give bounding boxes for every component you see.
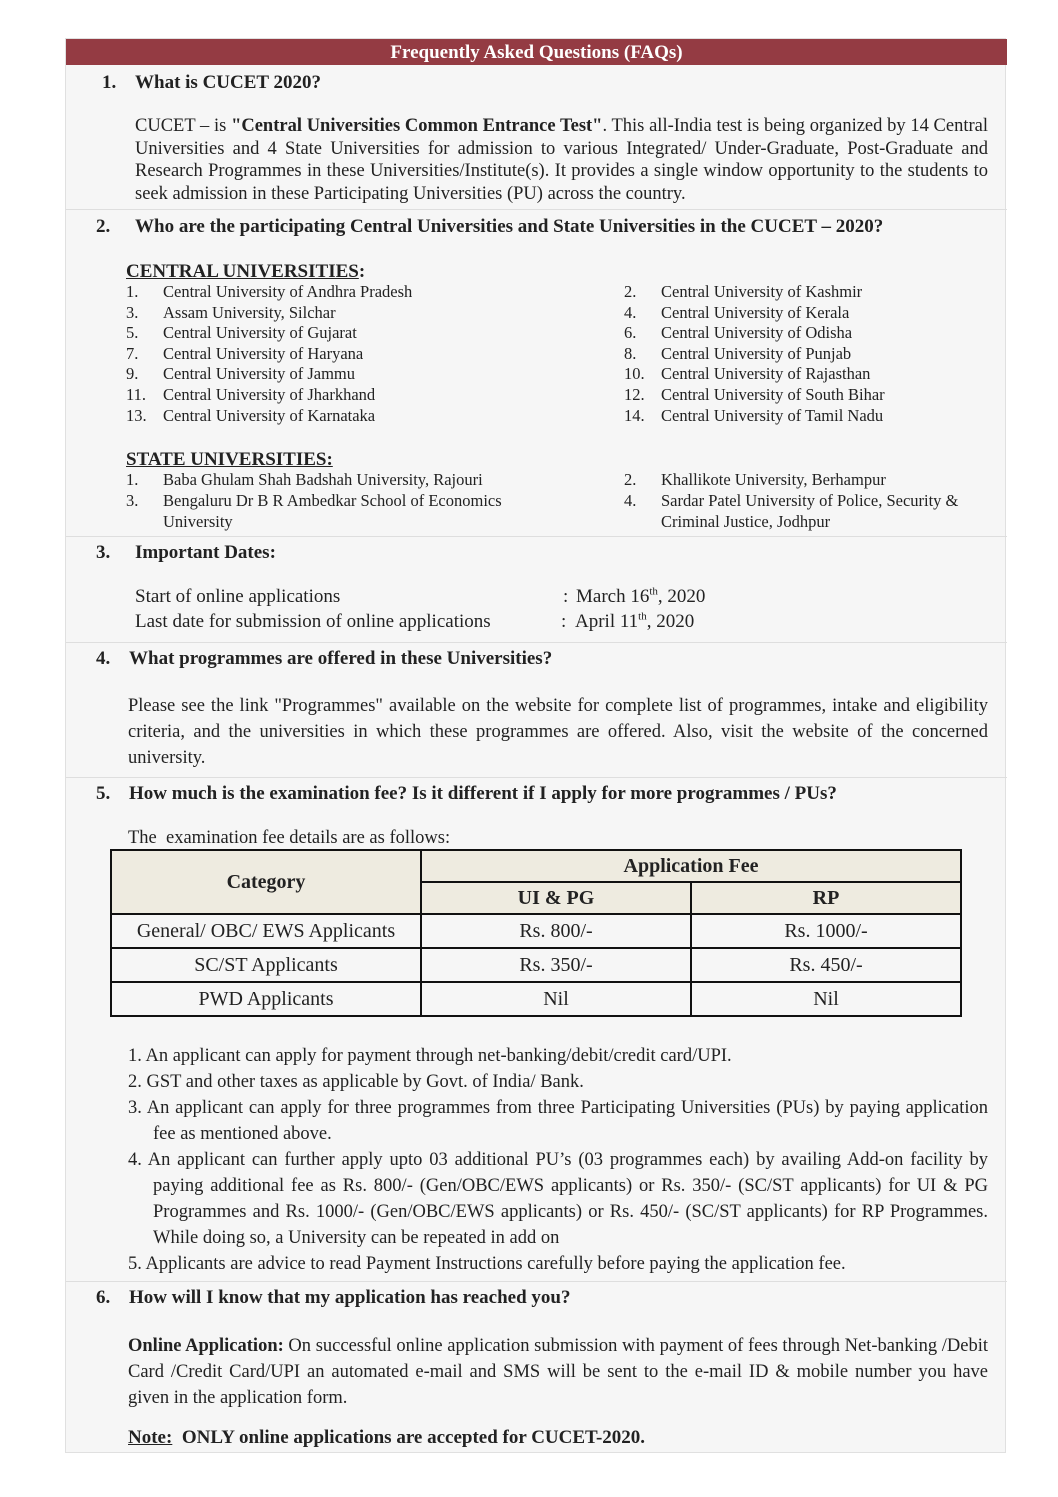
fee-intro: The examination fee details are as follows: [128,828,451,848]
cell-rp: Rs. 1000/- [691,914,961,948]
state-university-item [624,491,986,532]
note-text: ONLY online applications are accepted for CUCET-2020. [181,1427,646,1448]
divider [66,777,1007,778]
answer-1 [135,115,988,205]
date-row [135,611,694,633]
faq-banner: Frequently Asked Questions (FAQs) [66,39,1007,65]
item-name: Central University of Gujarat [163,323,357,343]
divider [66,1281,1007,1282]
note-item: 1. An applicant can apply for payment through net-banking/debit/credit card/UPI. [128,1046,732,1066]
item-number: 8. [624,343,637,363]
item-name: Central University of Kerala [661,302,850,322]
note-item: 4. An applicant can further apply upto 03 additional PU’s (03 programmes each) by availing Add-on facility by paying additional fee as Rs. 800/- (Gen/OBC/EWS applicants) or Rs. 350/- (SC/ST applicants) for UI & PG Programmes and Rs. 1000/- (Gen/OBC/EWS applicants) or Rs. 450/- (SC/ST applicants) for RP Programmes. While doing so, a University can be repeated in add on [128,1150,988,1248]
note-label: Note: [128,1427,173,1448]
answer-4: Please see the link "Programmes" available on the website for complete list of programmes, intake and eligibility criteria, and the universities in which these programmes are offered. Also, visit the website of the concerned university. [128,696,988,768]
divider [66,536,1007,537]
date-year: , 2020 [657,586,706,608]
state-university-item [624,470,886,491]
central-university-item [624,364,870,385]
item-number: 4. [624,302,637,322]
question-text: Important Dates: [135,542,276,563]
item-number: 14. [624,405,645,425]
question-4 [96,648,552,670]
item-number: 1. [126,470,139,489]
item-number: 10. [624,364,645,384]
question-number: 1. [102,72,117,93]
date-separator: : [563,586,569,608]
central-university-item [624,385,885,406]
note-item: 2. GST and other taxes as applicable by Govt. of India/ Bank. [128,1072,584,1092]
heading-text: CENTRAL UNIVERSITIES [126,261,359,282]
item-number: 3. [126,491,139,510]
item-name: Assam University, Silchar [163,302,336,322]
cell-category: PWD Applicants [111,982,421,1016]
central-university-item [126,344,363,365]
central-university-item [624,406,883,427]
divider [66,642,1007,643]
question-text: How will I know that my application has reached you? [129,1287,571,1308]
item-name: Central University of Odisha [661,323,853,343]
question-text: Who are the participating Central Universities and State Universities in the CUCET – 2020? [135,216,884,237]
item-name: Central University of Jammu [163,364,356,384]
cell-rp: Nil [691,982,961,1016]
question-3 [96,542,276,564]
item-number: 3. [126,302,139,322]
heading-colon: : [358,261,366,282]
date-suffix: th [638,611,647,623]
question-2 [96,216,883,238]
item-name: Central University of Andhra Pradesh [163,282,413,301]
central-university-item [624,344,851,365]
question-6 [96,1287,570,1309]
central-university-item [126,385,375,406]
item-number: 2. [624,282,637,301]
date-day: March 16 [576,586,650,608]
answer-text: CUCET – is [135,116,232,136]
question-number: 6. [96,1287,111,1308]
item-number: 12. [624,385,645,404]
item-number: 1. [126,282,139,301]
central-universities-heading [126,261,365,283]
question-5 [96,783,837,805]
item-number: 2. [624,470,637,489]
question-text: How much is the examination fee? Is it different if I apply for more programmes / PUs? [129,783,837,804]
item-name: Central University of Karnataka [163,405,376,425]
central-university-item [624,303,849,324]
central-university-item [126,303,336,324]
date-year: , 2020 [646,611,695,633]
date-row [135,586,705,608]
question-number: 5. [96,783,111,804]
cell-category: General/ OBC/ EWS Applicants [111,914,421,948]
state-university-item [126,470,483,491]
central-university-item [126,282,412,303]
cell-ui-pg: Rs. 800/- [421,914,691,948]
question-text: What programmes are offered in these Universities? [129,648,553,669]
fee-notes [128,1043,988,1277]
question-number: 4. [96,648,111,669]
item-number: 11. [126,385,147,404]
header-category: Category [111,850,421,914]
item-name: Central University of Tamil Nadu [661,405,884,425]
date-day: April 11 [575,611,639,633]
item-name: Central University of South Bihar [661,385,885,404]
date-label: Last date for submission of online applications [135,611,491,633]
fee-table [110,849,962,1017]
date-value [576,586,705,607]
central-university-item [126,364,355,385]
date-label: Start of online applications [135,586,341,608]
date-suffix: th [649,586,658,598]
answer-bold-text: Online Application: [128,1336,284,1356]
question-number: 2. [96,216,111,237]
central-university-item [126,406,375,427]
state-universities-heading: STATE UNIVERSITIES: [126,449,333,470]
header-application-fee: Application Fee [421,850,961,882]
question-1 [102,72,321,94]
central-university-item [624,282,862,303]
item-number: 7. [126,343,139,363]
divider [66,209,1007,210]
state-university-item [126,491,546,532]
question-text: What is CUCET 2020? [135,72,321,93]
central-university-item [624,323,852,344]
item-name: Central University of Kashmir [661,282,863,301]
item-name: Central University of Rajasthan [661,364,871,384]
table-row [111,914,961,948]
note-item: 5. Applicants are advice to read Payment Instructions carefully before paying the application fee. [128,1254,846,1274]
date-separator: : [561,611,567,633]
question-number: 3. [96,542,111,563]
table-row [111,982,961,1016]
item-number: 4. [624,491,637,510]
cell-category: SC/ST Applicants [111,948,421,982]
item-name: Central University of Jharkhand [163,385,376,404]
cell-rp: Rs. 450/- [691,948,961,982]
header-ui-pg: UI & PG [421,882,691,914]
note [128,1427,645,1449]
item-name: Central University of Punjab [661,343,852,363]
item-name: Baba Ghulam Shah Badshah University, Rajouri [163,470,483,489]
item-name: Central University of Haryana [163,343,364,363]
cell-ui-pg: Nil [421,982,691,1016]
table-row [111,948,961,982]
item-number: 6. [624,323,637,343]
header-rp: RP [691,882,961,914]
item-name: Sardar Patel University of Police, Security & Criminal Justice, Jodhpur [661,491,959,531]
answer-6 [128,1333,988,1411]
answer-text: On successful online application submission with payment of fees through Net-banking /Debit Card /Credit Card/UPI an automated e-mail and SMS will be sent to the e-mail ID & mobile number you have given in the application form. [128,1336,988,1408]
item-number: 5. [126,323,139,343]
answer-bold-text: "Central Universities Common Entrance Test" [231,116,603,136]
central-university-item [126,323,357,344]
answer-text: . This all-India test is being organized by 14 Central Universities and 4 State Universities for admission to various Integrated/ Under-Graduate, Post-Graduate and Research Programmes in these Universities/Institute(s). It provides a single window opportunity to the students to seek admission in these Participating Universities (PU) across the country. [135,116,988,204]
item-number: 9. [126,364,139,384]
item-number: 13. [126,405,147,425]
date-value [575,611,694,632]
item-name: Bengaluru Dr B R Ambedkar School of Economics University [163,491,502,531]
item-name: Khallikote University, Berhampur [661,470,886,489]
note-item: 3. An applicant can apply for three programmes from three Participating Universities (PUs) by paying application fee as mentioned above. [128,1098,988,1144]
cell-ui-pg: Rs. 350/- [421,948,691,982]
faq-page [65,38,1006,1453]
